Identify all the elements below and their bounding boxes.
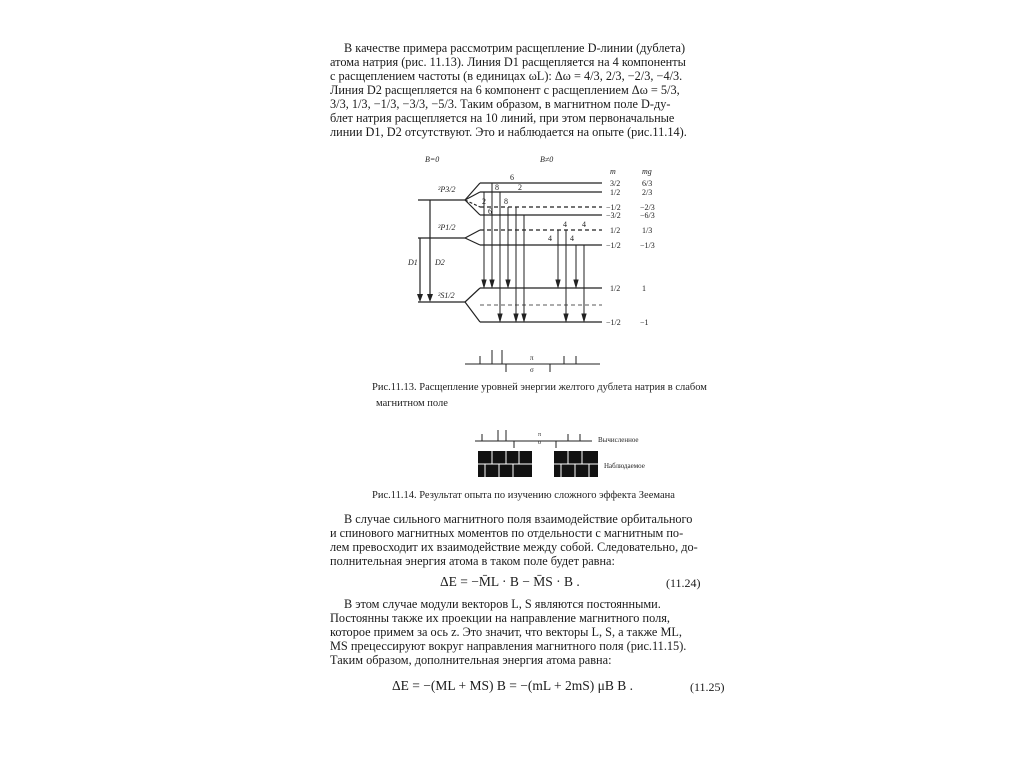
m-value: 1/2 [610,226,621,235]
mg-value: 2/3 [642,188,653,197]
caption-line: магнитном поле [376,398,448,409]
m-value: 3/2 [610,179,621,188]
transition-count: 8 [495,183,499,192]
mg-value: −1 [640,318,649,327]
caption-line: Рис.11.13. Расщепление уровней энергии желтого дублета натрия в слабом [372,382,707,393]
energy-level-diagram [380,150,680,380]
after-paragraph [330,597,730,667]
label-pi: π [530,354,534,362]
col-m: m [610,167,616,176]
term-p32: ²P3/2 [438,185,456,194]
caption-line: Рис.11.14. Результат опыта по изучению сложного эффекта Зеемана [372,490,675,501]
figure-caption-11-14 [372,488,752,504]
mg-value: −2/3 [640,203,655,212]
equation-number: (11.25) [690,680,725,694]
col-mg: mg [642,167,652,176]
m-value: 1/2 [610,188,621,197]
after-line: которое примем за ось z. Это значит, что векторы L, S, а также ML, [330,625,682,639]
transition-count: 2 [518,183,522,192]
strong-line: лем превосходит их взаимодействие между собой. Следовательно, до- [330,540,698,554]
label-b0: B=0 [425,155,440,164]
after-line: Постоянны также их проекции на направление магнитного поля, [330,611,670,625]
transition-count: 4 [570,234,574,243]
intro-line: 3/3, 1/3, −1/3, −3/3, −5/3. Таким образом, в магнитном поле D-ду- [330,97,671,111]
mg-value: −6/3 [640,211,655,220]
strong-field-paragraph [330,512,730,568]
m-value: −1/2 [606,203,621,212]
intro-line: В качестве примера рассмотрим расщепление D-линии (дублета) [344,41,686,55]
label-d2: D2 [435,258,445,267]
label-bn0: B≠0 [540,155,554,164]
mg-value: −1/3 [640,241,655,250]
mg-value: 1/3 [642,226,653,235]
mg-value: 6/3 [642,179,653,188]
intro-line: Линия D2 расщепляется на 6 компонент с расщеплением Δω = 5/3, [330,83,680,97]
mg-value: 1 [642,284,646,293]
zeeman-experiment-figure [470,420,690,482]
m-value: −3/2 [606,211,621,220]
m-value: −1/2 [606,318,621,327]
label-observed: Наблюдаемое [604,462,645,470]
label-d1: D1 [408,258,418,267]
transition-count: 4 [582,220,586,229]
transition-count: 4 [548,234,552,243]
transition-count: 6 [488,207,492,216]
intro-line: атома натрия (рис. 11.13). Линия D1 расщепляется на 4 компоненты [330,55,686,69]
intro-line: с расщеплением частоты (в единицах ωL): Δω = 4/3, 2/3, −2/3, −4/3. [330,69,683,83]
label-sigma: σ [530,366,534,374]
fig2-sigma: σ [538,440,542,446]
transition-count: 2 [482,197,486,206]
intro-line: линии D1, D2 отсутствуют. Это и наблюдается на опыте (рис.11.14). [330,125,687,139]
transition-count: 4 [563,220,567,229]
intro-line: блет натрия расщепляется на 10 линий, при этом первоначальные [330,111,675,125]
after-line: Таким образом, дополнительная энергия атома равна: [330,653,612,667]
equation-11-24: ΔE = −M̄L · B − M̄S · B . [440,574,580,589]
strong-line: и спинового магнитных моментов по отдельности с магнитным по- [330,526,684,540]
after-line: В этом случае модули векторов L, S являются постоянными. [344,597,661,611]
label-computed: Вычисленное [598,436,639,444]
strong-line: полнительная энергия атома в таком поле будет равна: [330,554,615,568]
strong-line: В случае сильного магнитного поля взаимодействие орбитального [344,512,693,526]
equation-11-25: ΔE = −(ML + MS) B = −(mL + 2mS) μB B . [392,678,633,693]
after-line: MS прецессируют вокруг направления магнитного поля (рис.11.15). [330,639,687,653]
transition-count: 6 [510,173,514,182]
m-value: −1/2 [606,241,621,250]
term-p12: ²P1/2 [438,223,456,232]
fig2-pi: π [538,432,542,438]
figure-caption-11-13 [372,380,752,412]
intro-paragraph [330,41,730,139]
m-value: 1/2 [610,284,621,293]
equation-number: (11.24) [666,576,701,590]
term-s12: ²S1/2 [438,291,455,300]
transition-count: 8 [504,197,508,206]
